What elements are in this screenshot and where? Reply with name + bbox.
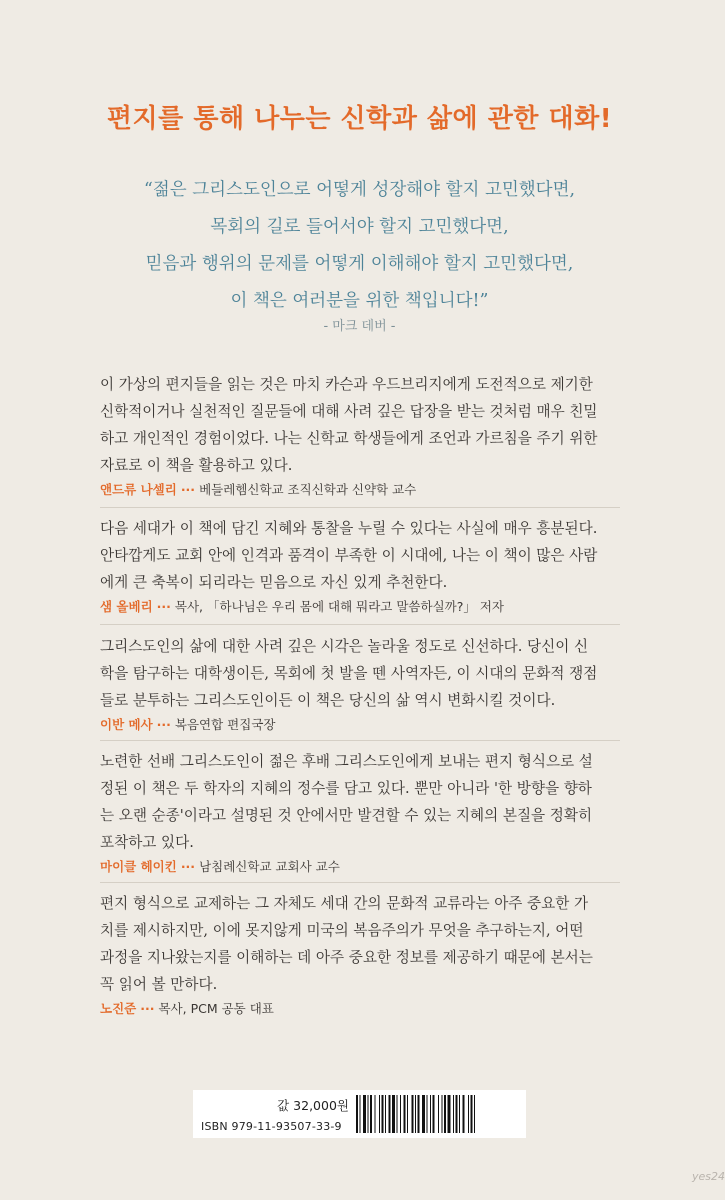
review-text: [100, 371, 630, 479]
review-block: [100, 371, 630, 498]
author-separator: ···: [180, 482, 196, 497]
barcode-image: [356, 1095, 518, 1133]
review-line: 는 오랜 순종'이라고 설명된 것 안에서만 발견할 수 있는 지혜의 본질을 정확히: [100, 807, 593, 824]
quote-line: “젊은 그리스도인으로 어떻게 성장해야 할지 고민했다면,: [143, 180, 576, 200]
author-separator: ···: [140, 1001, 155, 1016]
review-line: 그리스도인의 삶에 대한 사려 깊은 시각은 놀라울 정도로 신선하다. 당신이 신: [100, 638, 589, 655]
review-line: 과정을 지나왔는지를 이해하는 데 아주 중요한 정보를 제공하기 때문에 본서는: [100, 949, 593, 966]
review-line: 들로 분투하는 그리스도인이든 이 책은 당신의 삶 역시 변화시킬 것이다.: [100, 692, 556, 709]
review-text: [100, 890, 630, 998]
price-info: [201, 1096, 353, 1133]
author-role: 복음연합 편집국장: [174, 717, 276, 732]
author-role: 목사, PCM 공동 대표: [158, 1001, 274, 1016]
review-block: [100, 633, 630, 733]
review-line: 노련한 선배 그리스도인이 젊은 후배 그리스도인에게 보내는 편지 형식으로 설: [100, 753, 593, 770]
author-role: 목사, 「하나님은 우리 몸에 대해 뭐라고 말씀하실까?」 저자: [174, 599, 504, 614]
review-line: 치를 제시하지만, 이에 못지않게 미국의 복음주의가 무엇을 추구하는지, 어떤: [100, 922, 584, 939]
review-line: 에게 큰 축복이 되리라는 믿음으로 자신 있게 추천한다.: [100, 574, 448, 591]
review-block: [100, 515, 630, 615]
review-line: 학을 탐구하는 대학생이든, 목회에 첫 발을 뗀 사역자든, 이 시대의 문화적 쟁점: [100, 665, 598, 682]
watermark-logo: yes24: [692, 1170, 725, 1183]
quote-line: 이 책은 여러분을 위한 책입니다!”: [230, 291, 489, 311]
quote-line: 목회의 길로 들어서야 할지 고민했다면,: [210, 217, 509, 237]
author-separator: ···: [180, 859, 196, 874]
review-block: [100, 890, 630, 1017]
pull-quote: [0, 172, 719, 320]
review-text: [100, 633, 630, 714]
review-block: [100, 748, 630, 875]
review-line: 이 가상의 편지들을 읽는 것은 마치 카슨과 우드브리지에게 도전적으로 제기한: [100, 376, 593, 393]
isbn: ISBN 979-11-93507-33-9: [201, 1120, 342, 1133]
review-author: [100, 999, 630, 1017]
review-text: [100, 515, 630, 596]
review-author: [100, 597, 630, 615]
review-line: 꼭 읽어 볼 만하다.: [100, 976, 218, 993]
price-isbn-box: [193, 1090, 526, 1138]
review-line: 하고 개인적인 경험이었다. 나는 신학교 학생들에게 조언과 가르침을 주기 위한: [100, 430, 598, 447]
divider: [100, 740, 620, 741]
divider: [100, 882, 620, 883]
author-name: 샘 올베리: [100, 599, 153, 614]
review-line: 다음 세대가 이 책에 담긴 지혜와 통찰을 누릴 수 있다는 사실에 매우 흥분된다.: [100, 520, 598, 537]
quote-attribution: - 마크 데버 -: [323, 319, 396, 334]
review-line: 자료로 이 책을 활용하고 있다.: [100, 457, 293, 474]
price: 값 32,000원: [277, 1098, 349, 1113]
headline: 편지를 통해 나누는 신학과 삶에 관한 대화!: [106, 104, 613, 134]
review-author: [100, 715, 630, 733]
divider: [100, 624, 620, 625]
author-name: 노진준: [100, 1001, 137, 1016]
review-text: [100, 748, 630, 856]
author-name: 이반 메사: [100, 717, 153, 732]
review-line: 신학적이거나 실천적인 질문들에 대해 사려 깊은 답장을 받는 것처럼 매우 친밀: [100, 403, 598, 420]
author-role: 베들레헴신학교 조직신학과 신약학 교수: [199, 482, 417, 497]
author-separator: ···: [156, 717, 171, 732]
author-name: 마이클 헤이킨: [100, 859, 177, 874]
quote-line: 믿음과 행위의 문제를 어떻게 이해해야 할지 고민했다면,: [145, 254, 574, 274]
review-line: 포착하고 있다.: [100, 834, 194, 851]
review-author: [100, 857, 630, 875]
author-name: 앤드류 나셀리: [100, 482, 177, 497]
review-line: 편지 형식으로 교제하는 그 자체도 세대 간의 문화적 교류라는 아주 중요한 가: [100, 895, 589, 912]
author-separator: ···: [156, 599, 171, 614]
review-line: 정된 이 책은 두 학자의 지혜의 정수를 담고 있다. 뿐만 아니라 '한 방향을 향하: [100, 780, 592, 797]
review-line: 안타깝게도 교회 안에 인격과 품격이 부족한 이 시대에, 나는 이 책이 많은 사람: [100, 547, 598, 564]
author-role: 남침례신학교 교회사 교수: [199, 859, 340, 874]
divider: [100, 507, 620, 508]
review-author: [100, 480, 630, 498]
